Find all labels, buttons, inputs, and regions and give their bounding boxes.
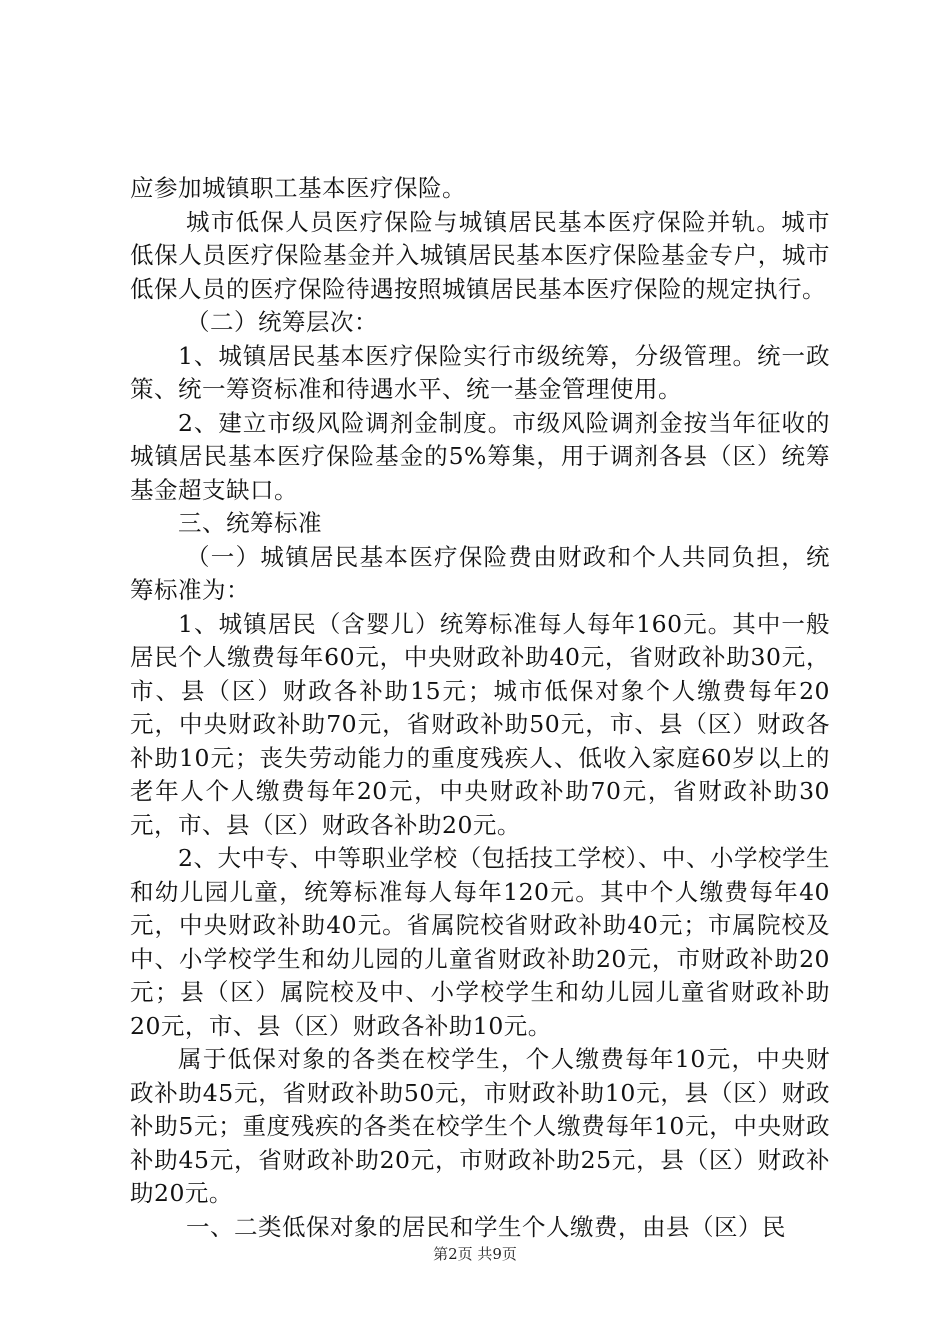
section-heading-coordination-level: （二）统筹层次： xyxy=(186,308,378,336)
paragraph-item-2: 2、建立市级风险调剂金制度。市级风险调剂金按当年征收的城镇居民基本医疗保险基金的5%筹集，用于调剂各县（区）统筹基金超支缺口。 xyxy=(130,408,830,504)
paragraph-students-standard: 2、大中专、中等职业学校（包括技工学校）、中、小学校学生和幼儿园儿童，统筹标准每人每年120元。其中个人缴费每年40元，中央财政补助40元。省属院校省财政补助40元；市属院校及中、小学校学生和幼儿园的儿童省财政补助20元，市财政补助20元；县（区）属院校及中、小学校学生和幼儿园儿童省财政补助20元，市、县（区）财政各补助10元。 xyxy=(130,844,830,1040)
paragraph-low-income-payment: 一、二类低保对象的居民和学生个人缴费，由县（区）民 xyxy=(186,1212,786,1241)
page-footer: 第2页 共9页 xyxy=(433,1245,517,1263)
document-body xyxy=(130,172,830,1244)
paragraph-continuation: 应参加城镇职工基本医疗保险。 xyxy=(130,174,466,202)
paragraph-residents-standard: 1、城镇居民（含婴儿）统筹标准每人每年160元。其中一般居民个人缴费每年60元，中央财政补助40元，省财政补助30元，市、县（区）财政各补助15元；城市低保对象个人缴费每年20元，中央财政补助70元，省财政补助50元，市、县（区）财政各补助10元；丧失劳动能力的重度残疾人、低收入家庭60岁以上的老年人个人缴费每年20元，中央财政补助70元，省财政补助30元，市、县（区）财政各补助20元。 xyxy=(130,609,830,839)
section-heading-standards: 三、统筹标准 xyxy=(178,509,322,537)
paragraph-item-1: 1、城镇居民基本医疗保险实行市级统筹，分级管理。统一政策、统一筹资标准和待遇水平、统一基金管理使用。 xyxy=(130,341,830,403)
paragraph-standards-intro: （一）城镇居民基本医疗保险费由财政和个人共同负担，统筹标准为： xyxy=(130,542,830,604)
paragraph-low-income-students: 属于低保对象的各类在校学生，个人缴费每年10元，中央财政补助45元，省财政补助50元，市财政补助10元，县（区）财政补助5元；重度残疾的各类在校学生个人缴费每年10元，中央财政补助45元，省财政补助20元，市财政补助25元，县（区）财政补助20元。 xyxy=(130,1045,830,1207)
paragraph-low-income-merge: 城市低保人员医疗保险与城镇居民基本医疗保险并轨。城市低保人员医疗保险基金并入城镇居民基本医疗保险基金专户，城市低保人员的医疗保险待遇按照城镇居民基本医疗保险的规定执行。 xyxy=(130,207,830,303)
